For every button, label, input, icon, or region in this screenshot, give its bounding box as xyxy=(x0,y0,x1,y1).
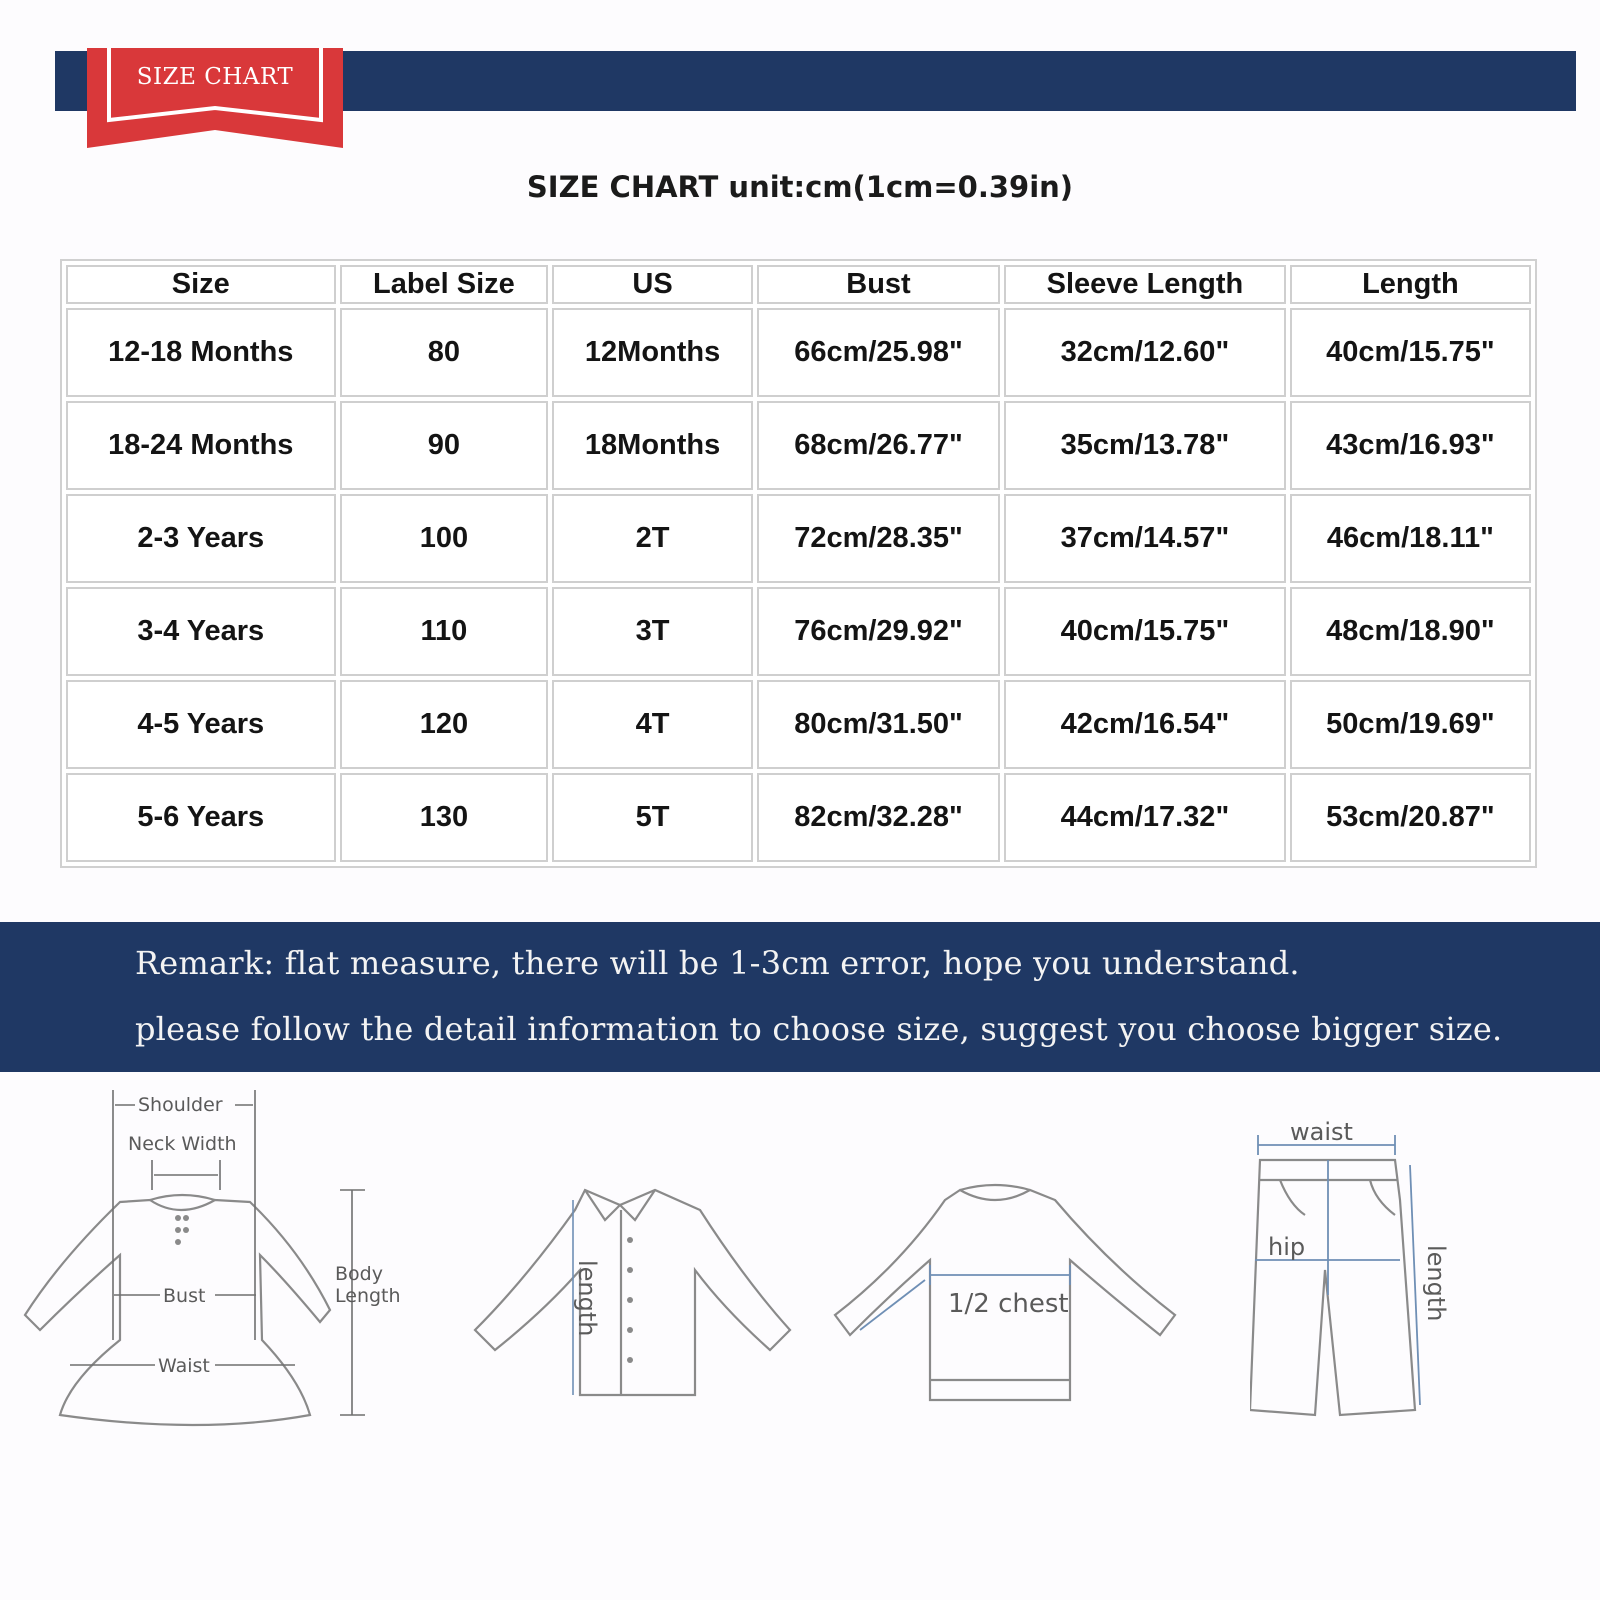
cell-bust: 76cm/29.92" xyxy=(757,587,1000,676)
chart-title: SIZE CHART unit:cm(1cm=0.39in) xyxy=(526,170,1074,204)
cell-label-size: 120 xyxy=(340,680,549,769)
table-row xyxy=(66,308,1531,397)
cell-sleeve-length: 42cm/16.54" xyxy=(1004,680,1286,769)
remark-band xyxy=(0,922,1600,1072)
cell-length: 43cm/16.93" xyxy=(1290,401,1531,490)
body-length-label: Length xyxy=(335,1285,401,1307)
header-bust: Bust xyxy=(757,265,1000,304)
cell-length: 50cm/19.69" xyxy=(1290,680,1531,769)
cell-sleeve-length: 37cm/14.57" xyxy=(1004,494,1286,583)
cell-length: 53cm/20.87" xyxy=(1290,773,1531,862)
shirt-measurement-diagram xyxy=(455,1170,805,1410)
sweater-measurement-diagram xyxy=(830,1175,1190,1415)
neck-width-label: Neck Width xyxy=(128,1133,237,1155)
cell-label-size: 100 xyxy=(340,494,549,583)
cell-size: 5-6 Years xyxy=(66,773,336,862)
cell-size: 3-4 Years xyxy=(66,587,336,676)
cell-length: 48cm/18.90" xyxy=(1290,587,1531,676)
cell-size: 2-3 Years xyxy=(66,494,336,583)
cell-label-size: 90 xyxy=(340,401,549,490)
table-row xyxy=(66,401,1531,490)
cell-us: 18Months xyxy=(552,401,753,490)
cell-sleeve-length: 40cm/15.75" xyxy=(1004,587,1286,676)
remark-line-1: Remark: flat measure, there will be 1-3cm error, hope you understand. xyxy=(135,944,1300,982)
cell-size: 4-5 Years xyxy=(66,680,336,769)
size-chart-ribbon xyxy=(87,48,343,150)
remark-line-2: please follow the detail information to choose size, suggest you choose bigger size. xyxy=(135,1010,1503,1048)
bust-label: Bust xyxy=(163,1285,206,1307)
table-row xyxy=(66,773,1531,862)
cell-us: 12Months xyxy=(552,308,753,397)
pants-hip-label: hip xyxy=(1268,1233,1306,1261)
table-header-row xyxy=(66,265,1531,304)
cell-sleeve-length: 44cm/17.32" xyxy=(1004,773,1286,862)
size-table xyxy=(60,259,1537,868)
shirt-length-label: length xyxy=(573,1260,601,1337)
table-row xyxy=(66,587,1531,676)
cell-sleeve-length: 35cm/13.78" xyxy=(1004,401,1286,490)
cell-us: 5T xyxy=(552,773,753,862)
cell-size: 18-24 Months xyxy=(66,401,336,490)
header-length: Length xyxy=(1290,265,1531,304)
cell-sleeve-length: 32cm/12.60" xyxy=(1004,308,1286,397)
waist-label: Waist xyxy=(158,1355,210,1377)
shoulder-label: Shoulder xyxy=(138,1094,223,1116)
header-size: Size xyxy=(66,265,336,304)
cell-bust: 82cm/32.28" xyxy=(757,773,1000,862)
pants-measurement-diagram xyxy=(1250,1120,1490,1430)
table-row xyxy=(66,494,1531,583)
cell-bust: 72cm/28.35" xyxy=(757,494,1000,583)
cell-length: 40cm/15.75" xyxy=(1290,308,1531,397)
half-chest-label: 1/2 chest xyxy=(948,1289,1069,1319)
cell-us: 2T xyxy=(552,494,753,583)
cell-label-size: 130 xyxy=(340,773,549,862)
dress-measurement-diagram xyxy=(0,1090,420,1450)
table-row xyxy=(66,680,1531,769)
header-us: US xyxy=(552,265,753,304)
ribbon-label: SIZE CHART xyxy=(136,64,294,90)
cell-us: 4T xyxy=(552,680,753,769)
header-sleeve-length: Sleeve Length xyxy=(1004,265,1286,304)
cell-us: 3T xyxy=(552,587,753,676)
cell-bust: 66cm/25.98" xyxy=(757,308,1000,397)
body-label: Body xyxy=(335,1263,383,1285)
cell-length: 46cm/18.11" xyxy=(1290,494,1531,583)
cell-bust: 80cm/31.50" xyxy=(757,680,1000,769)
cell-bust: 68cm/26.77" xyxy=(757,401,1000,490)
pants-length-label: length xyxy=(1422,1245,1450,1322)
cell-label-size: 80 xyxy=(340,308,549,397)
cell-label-size: 110 xyxy=(340,587,549,676)
pants-waist-label: waist xyxy=(1290,1120,1353,1146)
header-label-size: Label Size xyxy=(340,265,549,304)
cell-size: 12-18 Months xyxy=(66,308,336,397)
